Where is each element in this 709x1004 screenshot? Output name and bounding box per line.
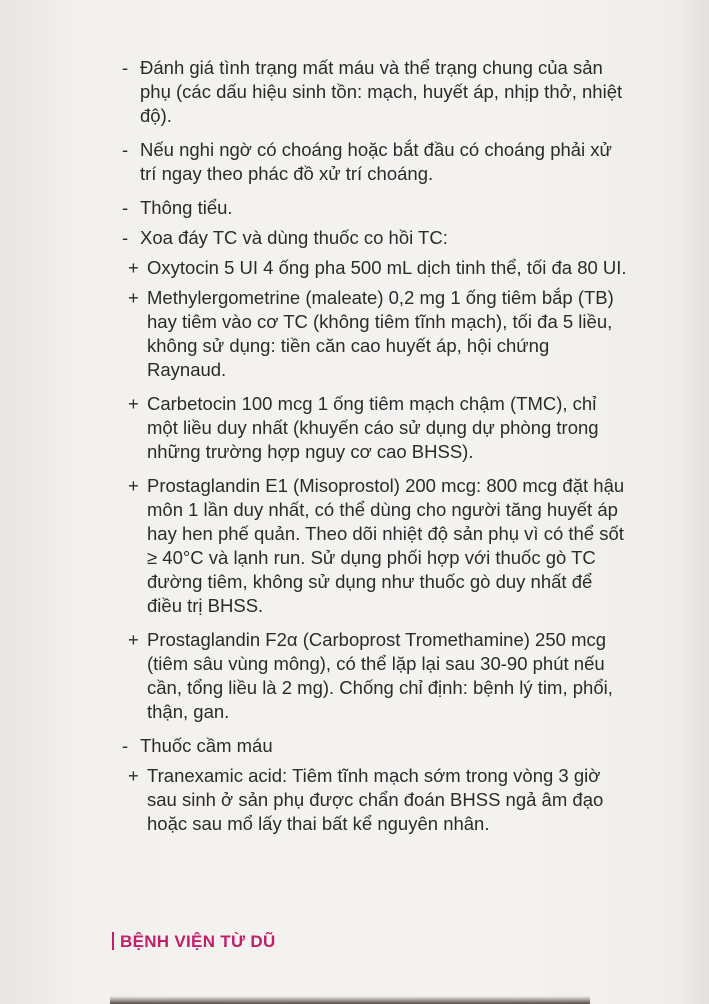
page-bottom-shadow xyxy=(110,996,590,1004)
list-item xyxy=(110,628,630,724)
item-text: Tranexamic acid: Tiêm tĩnh mạch sớm trong vòng 3 giờ sau sinh ở sản phụ được chẩn đoán BHSS ngả âm đạo hoặc sau mổ lấy thai bất kể nguyên nhân. xyxy=(147,765,604,834)
list-item xyxy=(110,196,630,220)
item-text: Xoa đáy TC và dùng thuốc co hồi TC: xyxy=(140,227,448,248)
bullet-dash: - xyxy=(122,227,129,248)
list-item xyxy=(110,226,630,250)
bullet-dash: - xyxy=(122,139,129,160)
bullet-plus: + xyxy=(128,393,139,414)
list-item xyxy=(110,56,630,128)
list-item xyxy=(110,256,630,280)
bullet-plus: + xyxy=(128,257,139,278)
item-text: Nếu nghi ngờ có choáng hoặc bắt đầu có choáng phải xử trí ngay theo phác đồ xử trí choáng. xyxy=(140,139,612,184)
item-text: Prostaglandin E1 (Misoprostol) 200 mcg: 800 mcg đặt hậu môn 1 lần duy nhất, có thể dùng cho người tăng huyết áp hay hen phế quản. Theo dõi nhiệt độ sản phụ vì có thể sốt ≥ 40°C và lạnh run. Sử dụng phối hợp với thuốc gò TC đường tiêm, không sử dụng như thuốc gò duy nhất để điều trị BHSS. xyxy=(147,475,625,616)
bullet-plus: + xyxy=(128,629,139,650)
item-text: Thuốc cầm máu xyxy=(140,735,273,756)
footer-accent-bar xyxy=(112,932,114,950)
page-content xyxy=(110,56,630,846)
bullet-dash: - xyxy=(122,197,129,218)
item-text: Thông tiểu. xyxy=(140,197,233,218)
list-item xyxy=(110,764,630,836)
list-item xyxy=(110,286,630,382)
bullet-plus: + xyxy=(128,765,139,786)
item-text: Carbetocin 100 mcg 1 ống tiêm mạch chậm (TMC), chỉ một liều duy nhất (khuyến cáo sử dụng dự phòng trong những trường hợp nguy cơ cao BHSS). xyxy=(147,393,599,462)
list-item xyxy=(110,392,630,464)
page-edge-shadow xyxy=(679,0,709,1004)
bullet-plus: + xyxy=(128,287,139,308)
item-text: Oxytocin 5 UI 4 ống pha 500 mL dịch tinh thể, tối đa 80 UI. xyxy=(147,257,627,278)
list-item xyxy=(110,734,630,758)
bullet-dash: - xyxy=(122,57,129,78)
list-item xyxy=(110,474,630,618)
item-text: Methylergometrine (maleate) 0,2 mg 1 ống tiêm bắp (TB) hay tiêm vào cơ TC (không tiêm tĩnh mạch), tối đa 5 liều, không sử dụng: tiền căn cao huyết áp, hội chứng Raynaud. xyxy=(147,287,614,380)
bullet-plus: + xyxy=(128,475,139,496)
running-footer xyxy=(112,932,276,952)
list-item xyxy=(110,138,630,186)
bullet-dash: - xyxy=(122,735,129,756)
item-text: Đánh giá tình trạng mất máu và thể trạng chung của sản phụ (các dấu hiệu sinh tồn: mạch, huyết áp, nhịp thở, nhiệt độ). xyxy=(140,57,623,126)
hospital-name: BỆNH VIỆN TỪ DŨ xyxy=(120,932,276,951)
item-text: Prostaglandin F2α (Carboprost Tromethamine) 250 mcg (tiêm sâu vùng mông), có thể lặp lại sau 30-90 phút nếu cần, tổng liều là 2 mg). Chống chỉ định: bệnh lý tim, phổi, thận, gan. xyxy=(147,629,613,722)
